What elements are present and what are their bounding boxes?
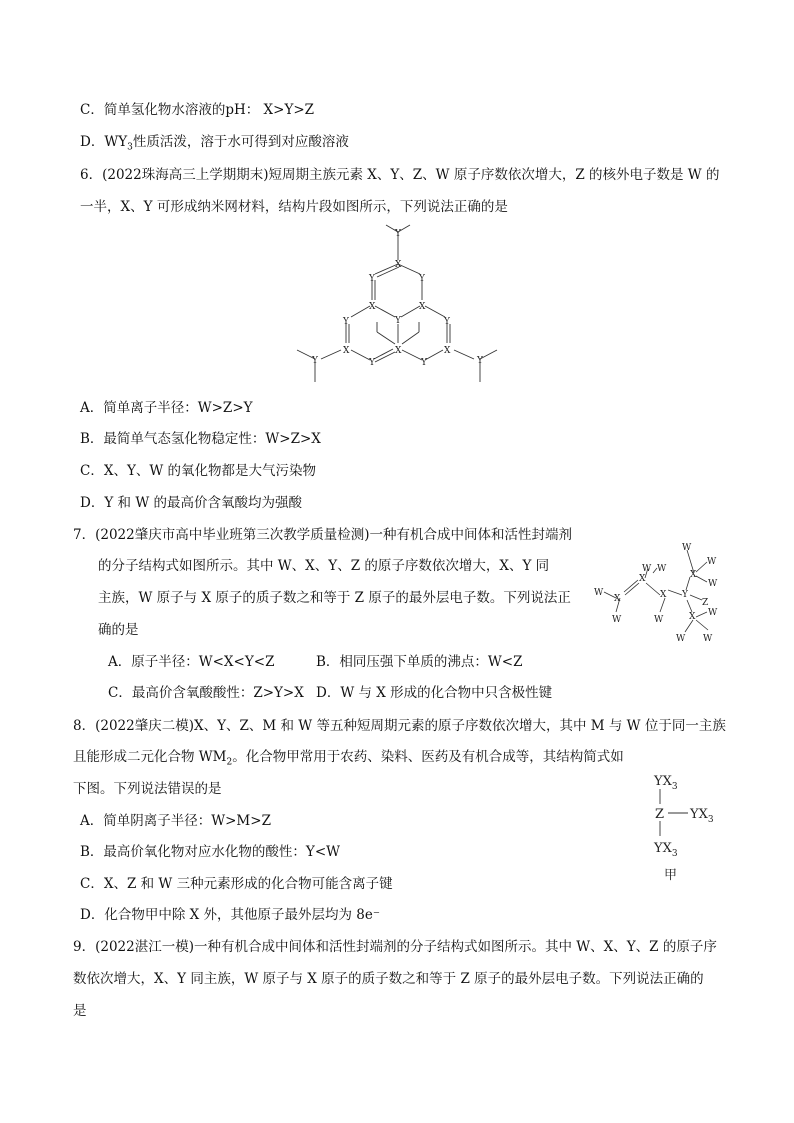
q6-atom-y: Y <box>369 358 375 368</box>
q7-stem-line-4: 确的是 <box>98 622 139 638</box>
q8-group-bottom: $YX_3$ <box>654 841 678 859</box>
q6-atom-x: X <box>369 302 376 312</box>
q7-structure-diagram <box>590 540 730 645</box>
q8-group-right: $YX_3$ <box>690 807 714 825</box>
q7-atom-w: W <box>703 634 713 644</box>
q8-option-a: A．简单阴离子半径：W>M>Z <box>80 813 271 829</box>
q7-atom-w: W <box>682 543 692 553</box>
q7-atom-w: W <box>594 588 604 598</box>
q8-stem-line-2: 且能形成二元化合物 $WM_2$。化合物甲常用于农药、染料、医药及有机合成等，其结构简式如 <box>73 749 624 768</box>
q8-group-top: $YX_3$ <box>654 774 678 792</box>
q6-atom-y: Y <box>444 317 450 327</box>
q6-atom-y: Y <box>312 356 318 366</box>
q6-stem-line-1: 6．(2022珠海高三上学期期末)短周期主族元素 X、Y、Z、W 原子序数依次增大，Z 的核外电子数是 W 的 <box>80 167 720 183</box>
q6-atom-y: Y <box>419 274 425 284</box>
q6-atom-y: Y <box>421 358 427 368</box>
q6-atom-y: Y <box>369 274 375 284</box>
q6-atom-x: X <box>395 260 402 270</box>
q6-atom-y: Y <box>477 356 483 366</box>
q6-atom-y: Y <box>395 229 401 239</box>
q7-atom-x: X <box>660 590 667 600</box>
q7-option-a: A．原子半径：W<X<Y<Z <box>108 654 275 670</box>
q8-diagram-caption: 甲 <box>664 868 678 883</box>
q7-atom-x: X <box>690 570 697 580</box>
q7-atom-w: W <box>642 564 652 574</box>
q7-option-c: C．最高价含氧酸酸性：Z>Y>X <box>108 685 304 701</box>
q7-stem-line-1: 7．(2022肇庆市高中毕业班第三次教学质量检测)一种有机合成中间体和活性封端剂 <box>73 527 572 543</box>
q6-atom-x: X <box>444 346 451 356</box>
q7-option-b: B．相同压强下单质的沸点：W<Z <box>316 654 523 670</box>
q7-atom-w: W <box>707 557 717 567</box>
q9-stem-line-1: 9．(2022湛江一模)一种有机合成中间体和活性封端剂的分子结构式如图所示。其中 W、X、Y、Z 的原子序 <box>73 939 717 955</box>
q7-option-d: D．W 与 X 形成的化合物中只含极性键 <box>316 685 553 701</box>
q8-atom-z: Z <box>655 807 665 822</box>
q6-atom-x: X <box>343 346 350 356</box>
q7-atom-x: X <box>639 574 646 584</box>
q7-atom-w: W <box>612 615 622 625</box>
q6-atom-y: Y <box>395 316 401 326</box>
q7-atom-y: Y <box>682 590 688 600</box>
q6-option-a: A．简单离子半径：W>Z>Y <box>80 400 253 416</box>
q8-stem-line-1: 8．(2022肇庆二模)X、Y、Z、M 和 W 等五种短周期元素的原子序数依次增大，其中 M 与 W 位于同一主族 <box>73 718 726 734</box>
q9-stem-line-3: 是 <box>73 1003 87 1019</box>
q7-atom-z: Z <box>702 598 709 608</box>
q8-structure-diagram <box>648 768 738 888</box>
q6-option-b: B．最简单气态氢化物稳定性：W>Z>X <box>80 431 321 447</box>
q8-option-c: C．X、Z 和 W 三种元素形成的化合物可能含离子键 <box>80 876 393 892</box>
q7-atom-w: W <box>708 608 718 618</box>
q7-atom-w: W <box>657 564 667 574</box>
q6-structure-diagram <box>285 222 505 387</box>
q6-stem-line-2: 一半，X、Y 可形成纳米网材料，结构片段如图所示，下列说法正确的是 <box>80 199 508 215</box>
q7-stem-line-3: 主族，W 原子与 X 原子的质子数之和等于 Z 原子的最外层电子数。下列说法正 <box>98 590 571 606</box>
q6-atom-x: X <box>395 346 402 356</box>
q8-option-d: D．化合物甲中除 X 外，其他原子最外层均为 8e⁻ <box>80 907 381 923</box>
q6-atom-x: X <box>419 302 426 312</box>
q6-option-d: D．Y 和 W 的最高价含氧酸均为强酸 <box>80 495 302 511</box>
q7-atom-w: W <box>708 579 718 589</box>
q7-atom-x: X <box>614 594 621 604</box>
q6-atom-y: Y <box>343 317 349 327</box>
q7-stem-line-2: 的分子结构式如图所示。其中 W、X、Y、Z 的原子序数依次增大，X、Y 同 <box>98 558 550 574</box>
q9-stem-line-2: 数依次增大，X、Y 同主族，W 原子与 X 原子的质子数之和等于 Z 原子的最外层电子数。下列说法正确的 <box>73 971 704 987</box>
q8-stem-line-3: 下图。下列说法错误的是 <box>73 781 222 797</box>
q6-option-c: C．X、Y、W 的氧化物都是大气污染物 <box>80 463 317 479</box>
q7-atom-w: W <box>654 615 664 625</box>
q7-atom-w: W <box>676 634 686 644</box>
q7-atom-x: X <box>689 612 696 622</box>
q5-option-d: D．$WY_3$性质活泼，溶于水可得到对应酸溶液 <box>80 134 349 153</box>
q8-option-b: B．最高价氧化物对应水化物的酸性：Y<W <box>80 844 341 860</box>
q5-option-c: C．简单氢化物水溶液的pH： X>Y>Z <box>80 102 315 118</box>
